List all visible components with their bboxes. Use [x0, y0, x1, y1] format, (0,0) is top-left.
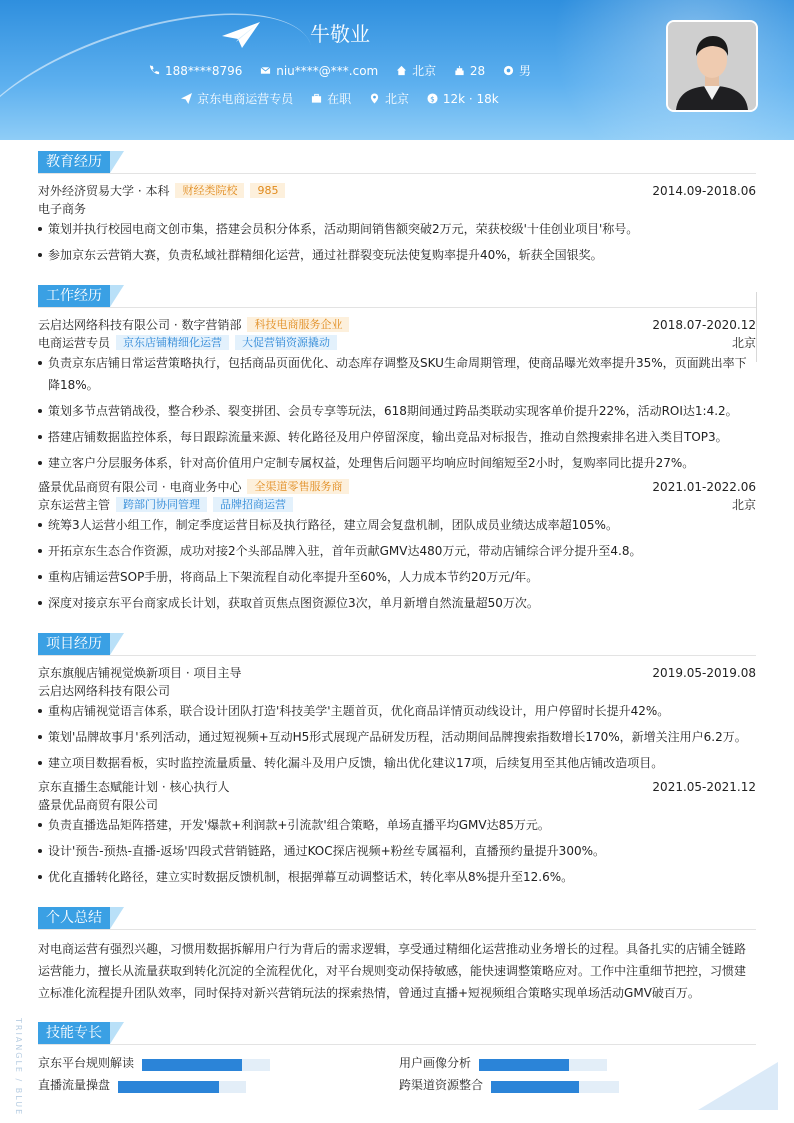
job-title: 京东运营主管	[38, 498, 111, 512]
job-bullet: 统筹3人运营小组工作，制定季度运营目标及执行路径，建立周会复盘机制，团队成员业绩达成率超105%。	[38, 514, 756, 536]
job-header	[38, 478, 756, 496]
project-org: 云启达网络科技有限公司	[38, 684, 171, 698]
avatar-photo	[666, 20, 758, 112]
target-city-text: 北京	[384, 92, 409, 106]
project-bullet: 策划'品牌故事月'系列活动，通过短视频+互动H5形式展现产品研发历程，活动期间品牌搜索指数增长170%，新增关注用户6.2万。	[38, 726, 756, 748]
salary-icon	[427, 93, 438, 104]
summary-text	[38, 938, 756, 1004]
company-tag: 全渠道零售服务商	[247, 479, 349, 494]
company-tag: 科技电商服务企业	[247, 317, 349, 332]
project-bullet: 负责直播选品矩阵搭建，开发'爆款+利润款+引流款'组合策略，单场直播平均GMV达85万元。	[38, 814, 756, 836]
project-date: 2019.05-2019.08	[652, 666, 756, 680]
skill-tag: 品牌招商运营	[213, 497, 293, 512]
gender-icon	[503, 65, 514, 76]
project-section-title	[38, 633, 756, 656]
job-city: 北京	[731, 336, 756, 350]
education-bullet: 参加京东云营销大赛，负责私域社群精细化运营，通过社群裂变玩法使复购率提升40%，斩获全国银奖。	[38, 244, 756, 266]
project-bullet: 重构店铺视觉语言体系，联合设计团队打造'科技美学'主题首页，优化商品详情页动线设计，用户停留时长提升42%。	[38, 700, 756, 722]
salary-text: 12k · 18k	[442, 92, 499, 106]
contact-row	[0, 62, 680, 79]
project-date: 2021.05-2021.12	[652, 780, 756, 794]
major-text: 电子商务	[38, 202, 87, 216]
briefcase-icon	[311, 93, 322, 104]
svg-text:$: $	[429, 94, 435, 104]
email-text: niu****@***.com	[276, 64, 379, 78]
intention-row	[0, 90, 680, 107]
skill-bar	[491, 1081, 619, 1093]
job-bullet: 负责京东店铺日常运营策略执行，包括商品页面优化、动态库存调整及SKU生命周期管理，使商品曝光效率提升35%，页面跳出率下降18%。	[38, 352, 756, 396]
school-text: 对外经济贸易大学 · 本科	[38, 184, 170, 198]
phone-text: 188****8796	[164, 64, 243, 78]
city-text: 北京	[412, 64, 437, 78]
work-section-title	[38, 285, 756, 308]
skill-item	[399, 1054, 699, 1072]
education-section-title	[38, 151, 756, 174]
skill-name: 跨渠道资源整合	[399, 1078, 484, 1092]
skill-bar-fill	[479, 1059, 569, 1071]
skill-item	[399, 1076, 699, 1094]
job-date: 2018.07-2020.12	[652, 318, 756, 332]
skill-item	[38, 1076, 338, 1094]
location-pin-icon	[369, 93, 380, 104]
summary-line: 对电商运营有强烈兴趣，习惯用数据拆解用户行为背后的需求逻辑，享受通过精细化运营推动业务增长的过程。具备扎实的店铺全链路	[38, 942, 747, 956]
section-heading: 个人总结	[38, 907, 110, 929]
job-bullet: 深度对接京东平台商家成长计划，获取首页焦点图资源位3次，单月新增自然流量超50万次。	[38, 592, 756, 614]
email-icon	[260, 65, 271, 76]
skill-item	[38, 1054, 338, 1072]
portrait-image	[668, 22, 756, 110]
project-bullet: 建立项目数据看板，实时监控流量质量、转化漏斗及用户反馈，输出优化建议17项，后续复用至其他店铺改造项目。	[38, 752, 756, 774]
job-bullet: 开拓京东生态合作资源，成功对接2个头部品牌入驻，首年贡献GMV达480万元，带动店铺综合评分提升至4.8。	[38, 540, 756, 562]
skill-bar-fill	[491, 1081, 579, 1093]
skill-tag: 大促营销资源撬动	[235, 335, 337, 350]
project-header	[38, 664, 756, 682]
age-text: 28	[469, 64, 486, 78]
skill-bar-fill	[118, 1081, 219, 1093]
job-bullet: 搭建店铺数据监控体系，每日跟踪流量来源、转化路径及用户停留深度，输出竞品对标报告，推动自然搜索排名进入类目TOP3。	[38, 426, 756, 448]
project-name: 京东直播生态赋能计划 · 核心执行人	[38, 780, 230, 794]
education-date: 2014.09-2018.06	[652, 184, 756, 198]
skill-bar	[142, 1059, 270, 1071]
job-header	[38, 316, 756, 334]
skill-tag: 跨部门协同管理	[116, 497, 207, 512]
section-heading: 教育经历	[38, 151, 110, 173]
skill-bar-fill	[142, 1059, 242, 1071]
project-name: 京东旗舰店铺视觉焕新项目 · 项目主导	[38, 666, 242, 680]
school-tag: 财经类院校	[175, 183, 244, 198]
skill-name: 直播流量操盘	[38, 1078, 111, 1092]
job-subheader	[38, 334, 756, 352]
cake-icon	[454, 65, 465, 76]
send-icon	[181, 93, 192, 104]
job-bullet: 策划多节点营销战役，整合秒杀、裂变拼团、会员专享等玩法，618期间通过跨品类联动实现客单价提升22%，活动ROI达1:4.2。	[38, 400, 756, 422]
section-heading: 工作经历	[38, 285, 110, 307]
job-bullet: 建立客户分层服务体系，针对高价值用户定制专属权益，处理售后问题平均响应时间缩短至2小时，复购率同比提升27%。	[38, 452, 756, 474]
divider	[756, 292, 757, 362]
company-text: 云启达网络科技有限公司 · 数字营销部	[38, 318, 242, 332]
summary-line: 运营能力，擅长从流量获取到转化沉淀的全流程优化，对平台规则变动保持敏感，能快速调整策略应对。工作中注重细节把控，习惯建	[38, 964, 747, 978]
job-bullet: 重构店铺运营SOP手册，将商品上下架流程自动化率提升至60%，人力成本节约20万元/年。	[38, 566, 756, 588]
job-city: 北京	[731, 498, 756, 512]
status-text: 在职	[327, 92, 352, 106]
summary-section-title	[38, 907, 756, 930]
skill-name: 用户画像分析	[399, 1056, 472, 1070]
project-bullet: 设计'预告-预热-直播-返场'四段式营销链路，通过KOC探店视频+粉丝专属福利，直播预约量提升300%。	[38, 840, 756, 862]
candidate-name: 牛敬业	[310, 22, 370, 46]
job-subheader	[38, 496, 756, 514]
skills-section-title	[38, 1022, 756, 1045]
watermark-text: TRIANGLE / BLUE	[14, 1018, 23, 1117]
target-job-text: 京东电商运营专员	[197, 92, 294, 106]
section-heading: 项目经历	[38, 633, 110, 655]
company-text: 盛景优品商贸有限公司 · 电商业务中心	[38, 480, 242, 494]
home-icon	[396, 65, 407, 76]
education-header	[38, 182, 756, 200]
summary-line: 立标准化流程提升团队效率，同时保持对新兴营销玩法的探索热情，曾通过直播+短视频组合策略实现单场活动GMV破百万。	[38, 986, 700, 1000]
corner-decoration	[698, 1062, 778, 1110]
project-org: 盛景优品商贸有限公司	[38, 798, 159, 812]
project-header	[38, 778, 756, 796]
job-title: 电商运营专员	[38, 336, 111, 350]
education-bullet: 策划并执行校园电商文创市集，搭建会员积分体系，活动期间销售额突破2万元，荣获校级'十佳创业项目'称号。	[38, 218, 756, 240]
skill-name: 京东平台规则解读	[38, 1056, 135, 1070]
skill-bar	[118, 1081, 246, 1093]
school-tag: 985	[250, 183, 285, 198]
phone-icon	[149, 65, 160, 76]
project-bullet: 优化直播转化路径，建立实时数据反馈机制，根据弹幕互动调整话术，转化率从8%提升至12.6%。	[38, 866, 756, 888]
skill-bar	[479, 1059, 607, 1071]
gender-text: 男	[519, 64, 532, 78]
section-heading: 技能专长	[38, 1022, 110, 1044]
skill-tag: 京东店铺精细化运营	[116, 335, 229, 350]
job-date: 2021.01-2022.06	[652, 480, 756, 494]
